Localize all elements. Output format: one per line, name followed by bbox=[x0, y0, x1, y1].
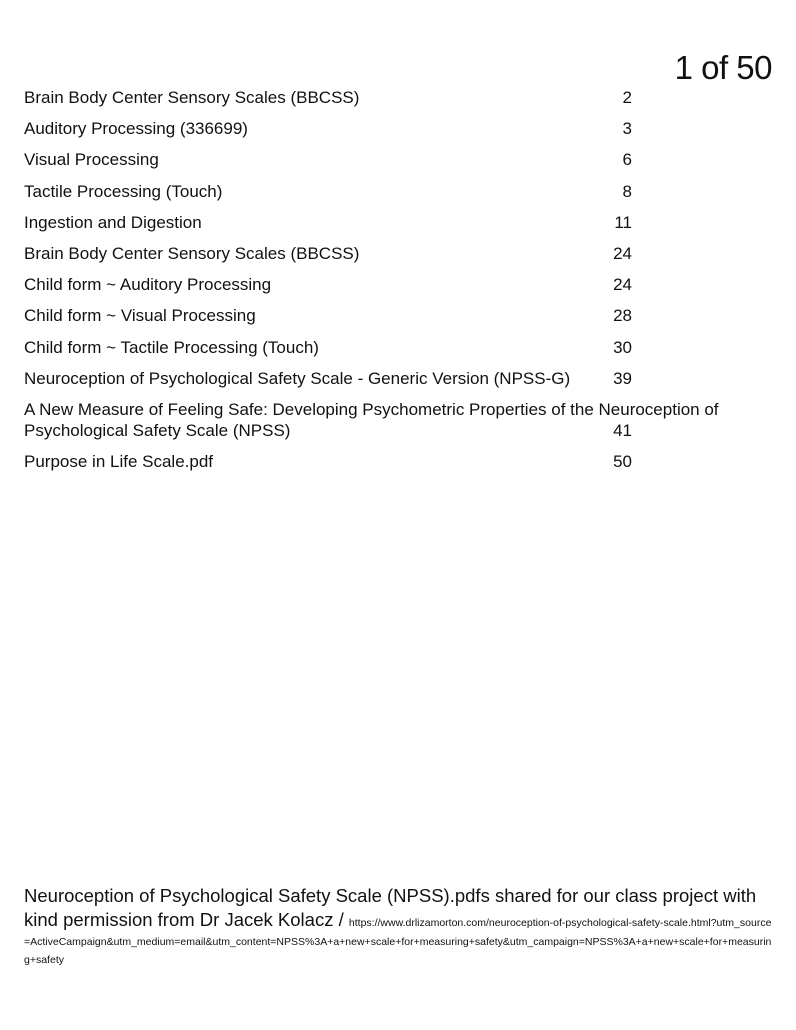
toc-entry-title: Visual Processing bbox=[24, 150, 159, 170]
toc-entry-title: Child form ~ Auditory Processing bbox=[24, 275, 272, 295]
footer-note bbox=[24, 884, 774, 968]
toc-entry[interactable] bbox=[24, 118, 774, 139]
toc-entry-page: 2 bbox=[622, 88, 632, 107]
toc-entry-page: 24 bbox=[613, 243, 632, 263]
toc-entry-page: 41 bbox=[613, 420, 632, 440]
toc-entry[interactable] bbox=[24, 149, 774, 170]
toc-entry[interactable] bbox=[24, 337, 774, 358]
toc-entry[interactable] bbox=[24, 274, 774, 295]
page-counter: 1 of 50 bbox=[674, 49, 772, 86]
toc-entry-page: 6 bbox=[622, 150, 632, 170]
toc-entry-page: 30 bbox=[613, 337, 632, 357]
toc-entry-title: Ingestion and Digestion bbox=[24, 212, 202, 232]
toc-entry-page: 24 bbox=[613, 275, 632, 295]
toc-entry-title: Neuroception of Psychological Safety Scale - Generic Version (NPSS-G) bbox=[24, 368, 571, 388]
toc-entry-title: A New Measure of Feeling Safe: Developing Psychometric Properties of the Neuroception of Psychological Safety Scale (NPSS) bbox=[24, 399, 719, 440]
toc-entry-title: Purpose in Life Scale.pdf bbox=[24, 452, 214, 472]
toc-entry-title: Brain Body Center Sensory Scales (BBCSS) bbox=[24, 243, 360, 263]
toc-entry[interactable] bbox=[24, 451, 774, 472]
toc-entry-title: Brain Body Center Sensory Scales (BBCSS) bbox=[24, 88, 360, 107]
source-link[interactable]: https://www.drlizamorton.com/neuroception-of-psychological-safety-scale.html?utm_source=ActiveCampaign&utm_medium=email&utm_content=NPSS%3A+a+new+scale+for+measuring+safety&utm_campaign=NPSS%3A+a+new+scale+for+measuring+safety bbox=[24, 917, 772, 966]
toc-entry-title: Tactile Processing (Touch) bbox=[24, 181, 223, 201]
toc-entry-title: Child form ~ Tactile Processing (Touch) bbox=[24, 337, 319, 357]
toc-entry-title: Auditory Processing (336699) bbox=[24, 119, 248, 139]
toc-entry[interactable] bbox=[24, 87, 774, 108]
toc-entry-page: 28 bbox=[613, 306, 632, 326]
toc-entry[interactable] bbox=[24, 305, 774, 326]
toc-entry[interactable] bbox=[24, 243, 774, 264]
toc-entry-page: 39 bbox=[613, 368, 632, 388]
toc-entry[interactable] bbox=[24, 368, 774, 389]
toc-entry-page: 8 bbox=[622, 181, 632, 201]
table-of-contents bbox=[24, 87, 774, 482]
toc-entry-page: 11 bbox=[614, 212, 632, 232]
toc-entry-page: 50 bbox=[613, 452, 632, 472]
toc-entry[interactable] bbox=[24, 399, 774, 441]
toc-entry[interactable] bbox=[24, 181, 774, 202]
toc-entry-page: 3 bbox=[622, 119, 632, 139]
toc-entry[interactable] bbox=[24, 212, 774, 233]
toc-entry-title: Child form ~ Visual Processing bbox=[24, 306, 256, 326]
footer-text: Neuroception of Psychological Safety Scale (NPSS).pdfs shared for our class project with kind permission from Dr Jacek Kolacz / bbox=[24, 885, 757, 930]
